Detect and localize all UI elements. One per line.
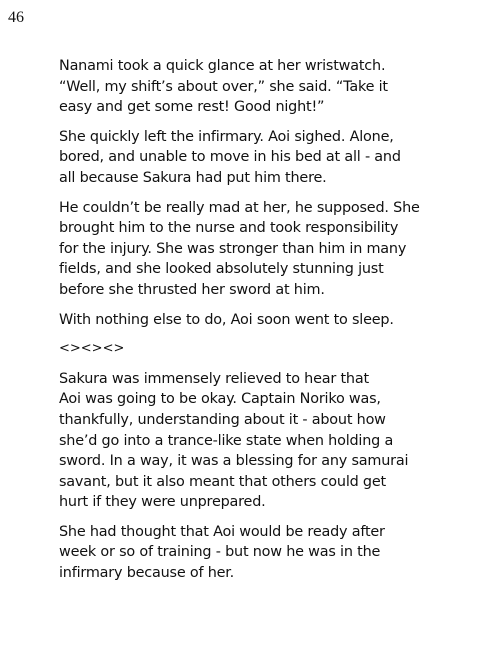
- page-number: 46: [8, 9, 24, 26]
- paragraph: Nanami took a quick glance at her wristwatch. “Well, my shift’s about over,” she said. “Take it easy and get some rest! Good night!”: [59, 58, 388, 116]
- paragraph: With nothing else to do, Aoi soon went to sleep.: [59, 311, 394, 328]
- paragraph: She quickly left the infirmary. Aoi sighed. Alone, bored, and unable to move in his bed at all - and all because Sakura had put him there.: [59, 128, 401, 186]
- paragraph: She had thought that Aoi would be ready after week or so of training - but now he was in the infirmary because of her.: [59, 523, 385, 582]
- paragraph: Sakura was immensely relieved to hear that Aoi was going to be okay. Captain Noriko was, thankfully, understanding about it - about how she’d go into a trance-like state when holding a sword. In a way, it was a blessing for any samurai savant, but it also meant that others could get hurt if they were unprepared.: [59, 370, 409, 511]
- scene-break: <><><>: [59, 341, 125, 357]
- paragraph: He couldn’t be really mad at her, he supposed. She brought him to the nurse and took responsibility for the injury. She was stronger than him in many fields, and she looked absolutely stunning just before she thrusted her sword at him.: [59, 199, 420, 298]
- body-text: [59, 56, 427, 593]
